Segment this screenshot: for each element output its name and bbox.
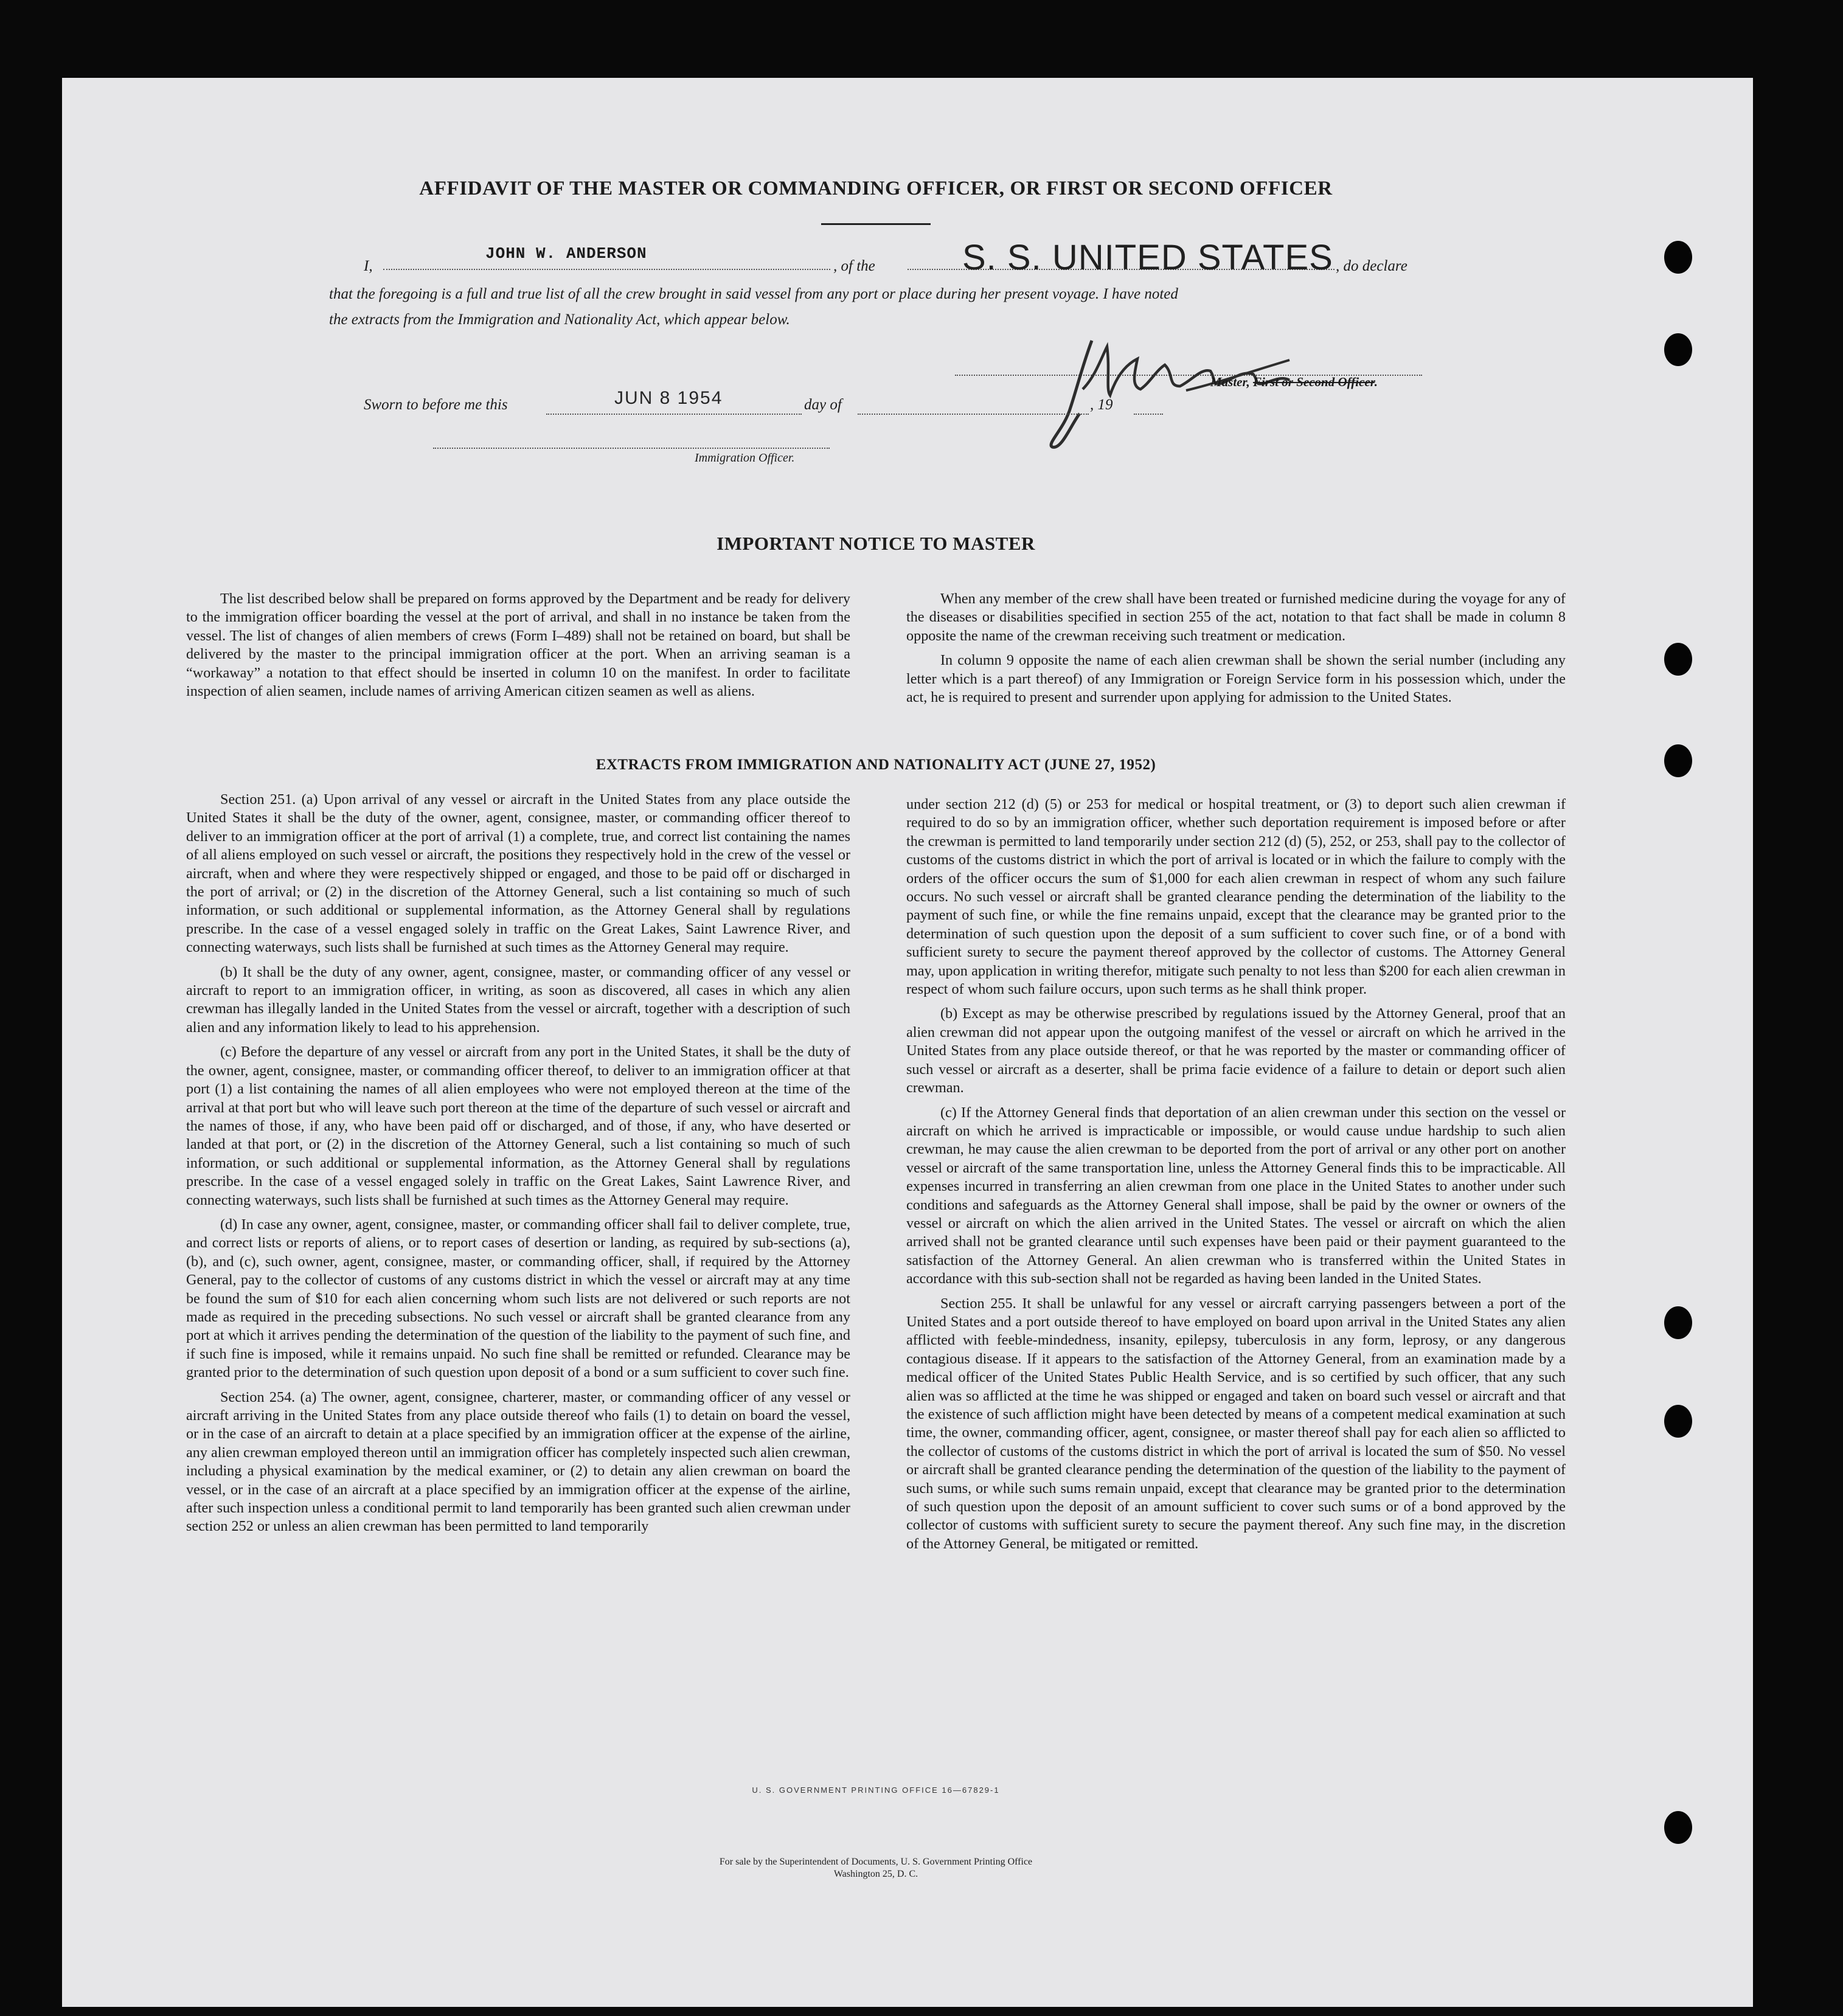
affidavit-title: AFFIDAVIT OF THE MASTER OR COMMANDING OFFICER, OR FIRST OR SECOND OFFICER [419,178,1333,199]
do-declare-label: , do declare [1336,258,1407,274]
of-the-label: , of the [833,258,875,274]
binder-hole [1664,1405,1692,1438]
month-field [858,400,1089,415]
binder-hole [1664,333,1692,366]
master-caption [1210,375,1378,390]
sworn-label: Sworn to before me this [364,397,508,413]
notice-right-paragraph-2: In column 9 opposite the name of each alien crewman shall be shown the serial number (including any letter which is a part thereof) of any Immigration or Foreign Service form in his possession which, under the act, he is required to present and surrender upon applying for admission to the United States. [906,652,1566,706]
gpo-imprint: U. S. GOVERNMENT PRINTING OFFICE 16—67829-1 [752,1786,1000,1795]
binder-hole [1664,1811,1692,1844]
officer-caption: Immigration Officer. [695,451,795,465]
master-caption-struck: First or Second Officer [1253,375,1375,389]
extracts-right-column [906,795,1566,1553]
notice-left-paragraph: The list described below shall be prepared on forms approved by the Department and be ready for delivery to the immigration officer boarding the vessel at the port of arrival, and shall in no instance be taken from the vessel. The list of changes of alien members of crews (Form I–489) shall not be retained on board, but shall be delivered by the master to the principal immigration officer at the port. When an arriving seaman is a “workaway” a notation to that effect should be inserted in column 10 on the manifest. In order to facilitate inspection of alien seamen, include names of arriving American citizen seamen as well as aliens. [186,591,850,700]
day-of-label: day of [804,397,842,413]
sworn-date: JUN 8 1954 [614,388,723,408]
master-caption-prefix: Master, [1210,375,1254,389]
title-divider [821,223,931,225]
declaration-line-2: the extracts from the Immigration and Nationality Act, which appear below. [329,311,790,328]
master-caption-suffix: . [1374,375,1378,389]
section-251-a: Section 251. (a) Upon arrival of any vessel or aircraft in the United States from any place outside the United States it shall be the duty of the owner, agent, consignee, master, or commanding officer thereof to deliver to an immigration officer at the port of arrival (1) a complete, true, and correct list containing the names of all aliens employed on such vessel or aircraft, the positions they respectively hold in the crew of the vessel or aircraft, when and where they were respectively shipped or engaged, and those to be paid off or discharged in the port of arrival; or (2) in the discretion of the Attorney General, such a list containing so much of such information, or such additional or supplemental information, as the Attorney General shall by regulations prescribe. In the case of a vessel engaged solely in traffic on the Great Lakes, Saint Lawrence River, and connecting waterways, such lists shall be furnished at such times as the Attorney General may require. [186,791,850,956]
master-name: JOHN W. ANDERSON [485,244,647,263]
notice-left-column [186,590,850,701]
section-254-c: (c) If the Attorney General finds that deportation of an alien crewman under this section on the vessel or aircraft on which he arrived is impracticable or impossible, or would cause undue hardship to such alien crewman, he may cause the alien crewman to be deported from the port of arrival or any other port on another vessel or aircraft of the same transportation line, unless the Attorney General finds this to be impracticable. All expenses incurred in transferring an alien crewman from one place in the United States to another under such conditions and safeguards as the Attorney General shall impose, shall be paid by the owner or owners of the vessel or aircraft on which the alien arrived in the United States. The vessel or aircraft on which the alien arrived shall not be granted clearance until such expenses have been paid or their payment guaranteed to the satisfaction of the Attorney General. An alien crewman who is transferred within the United States in accordance with this sub-section shall not be regarded as having been landed in the United States. [906,1104,1566,1287]
notice-heading: IMPORTANT NOTICE TO MASTER [717,533,1035,554]
vessel-name: S. S. UNITED STATES [962,238,1333,277]
prefix-i: I, [364,258,373,274]
sale-line-2: Washington 25, D. C. [833,1869,918,1879]
notice-right-paragraph-1: When any member of the crew shall have been treated or furnished medicine during the voyage for any of the diseases or disabilities specified in section 255 of the act, notation to that fact shall be made in column 8 opposite the name of the crewman receiving such treatment or medication. [906,591,1566,644]
extracts-heading: EXTRACTS FROM IMMIGRATION AND NATIONALITY ACT (JUNE 27, 1952) [595,757,1156,773]
section-254-a: Section 254. (a) The owner, agent, consignee, charterer, master, or commanding officer of any vessel or aircraft arriving in the United States from any place outside thereof who fails (1) to detain on board the vessel, or in the case of an aircraft to detain at a place specified by an immigration officer at the expense of the airline, any alien crewman employed thereon until an immigration officer has completely inspected such alien crewman, including a physical examination by the medical examiner, or (2) to detain any alien crewman on board the vessel, or in the case of an aircraft at a place specified by an immigration officer at the expense of the airline, after such inspection unless a conditional permit to land temporarily has been granted such alien crewman under section 252 or unless an alien crewman has been permitted to land temporarily [186,1388,850,1535]
binder-hole [1664,643,1692,676]
binder-hole [1664,1306,1692,1339]
vessel-name-field [908,238,1335,277]
section-254-b: (b) Except as may be otherwise prescribed by regulations issued by the Attorney General, proof that an alien crewman did not appear upon the outgoing manifest of the vessel or aircraft on which he arrived in the United States from any place outside thereof, or that he was reported by the master or commanding officer of such vessel or aircraft as a deserter, shall be prima facie evidence of a failure to detain or deport such alien crewman. [906,1005,1566,1096]
sworn-date-field [546,388,802,415]
binder-hole [1664,241,1692,274]
section-251-d: (d) In case any owner, agent, consignee, master, or commanding officer shall fail to deliver complete, true, and correct lists or reports of aliens, or to report cases of desertion or landing, as required by sub-sections (a), (b), and (c), such owner, agent, consignee, master, or commanding officer, shall, if required by the Attorney General, pay to the collector of customs of any customs district in which the vessel or aircraft may at any time be found the sum of $10 for each alien concerning whom such lists are not delivered or such reports are not made as required in the preceding subsections. No such vessel or aircraft shall be granted clearance from any port at which it arrives pending the determination of the question of the liability to the payment of such fine, and if such fine is imposed, while it remains unpaid. No such fine shall be remitted or refunded. Clearance may be granted prior to the determination of such question upon deposit of a bond or a sum sufficient to cover such fine. [186,1216,850,1381]
section-255: Section 255. It shall be unlawful for any vessel or aircraft carrying passengers between a port of the United States and a port outside thereof to have employed on board upon arrival in the United States any alien afflicted with feeble-mindedness, insanity, epilepsy, tuberculosis in any form, leprosy, or any dangerous contagious disease. If it appears to the satisfaction of the Attorney General, from an examination made by a medical officer of the United States Public Health Service, and is so certified by such officer, that any such alien was so afflicted at the time he was shipped or engaged and taken on board such vessel or aircraft and that the existence of such affliction might have been detected by means of a competent medical examination at such time, the owner, commanding officer, agent, consignee, or master thereof shall pay for each alien so afflicted to the collector of customs of the customs district in which the port of arrival is located the sum of $50. No vessel or aircraft shall be granted clearance pending the determination of the question of the liability to the payment of such sums, or while such sums remain unpaid, except that clearance may be granted prior to the determination of such question upon the deposit of an amount sufficient to cover such sums or of a bond approved by the collector of customs with sufficient surety to secure the payment thereof. Any such fine may, in the discretion of the Attorney General, be mitigated or remitted. [906,1295,1566,1552]
section-254-a-continued: under section 212 (d) (5) or 253 for medical or hospital treatment, or (3) to deport such alien crewman if required to do so by an immigration officer, whether such deportation requirement is imposed before or after the crewman is permitted to land temporarily under section 212 (d) (5), 252, or 253, shall pay to the collector of customs of the customs district in which the port of arrival is located or in which the failure to comply with the orders of the officer occurs the sum of $1,000 for each alien crewman in respect of whom any such failure occurs. No such vessel or aircraft shall be granted clearance pending the determination of the liability to the payment of such fine, or while the fine remains unpaid, except that the clearance may be granted prior to the determination of such question upon the deposit of a sum sufficient to cover such fine, or of a bond with sufficient surety to secure the payment thereof approved by the collector of customs. The Attorney General may, upon application in writing therefor, mitigate such penalty to not less than $200 for each alien crewman in respect of whom such failure occurs, upon such terms as he shall think proper. [906,796,1566,998]
extracts-left-column [186,791,850,1536]
officer-signature-line [433,439,830,449]
sale-line-1: For sale by the Superintendent of Documents, U. S. Government Printing Office [719,1857,1033,1867]
year-field [1134,400,1163,415]
section-251-c: (c) Before the departure of any vessel or aircraft from any port in the United States, it shall be the duty of the owner, agent, consignee, master, or commanding officer thereof, to deliver to an immigration officer at that port (1) a list containing the names of all alien employees who were not employed thereon at the time of the arrival at that port but who will leave such port thereon at the time of the departure of such vessel or aircraft and the names of those, if any, who have been paid off or discharged, and of those, if any, who have deserted or landed at that port, or (2) in the discretion of the Attorney General, such a list containing so much of such information, or such additional or supplemental information, as the Attorney General shall by regulations prescribe. In the case of a vessel engaged solely in traffic on the Great Lakes, Saint Lawrence River, and connecting waterways, such lists shall be furnished at such times as the Attorney General may require. [186,1044,850,1208]
year-label: , 19 [1090,397,1113,413]
notice-right-column [906,590,1566,707]
declaration-line-1: that the foregoing is a full and true list of all the crew brought in said vessel from any port or place during her present voyage. I have noted [329,286,1178,302]
section-251-b: (b) It shall be the duty of any owner, agent, consignee, master, or commanding officer of any vessel or aircraft to report to an immigration officer, in writing, as soon as discovered, all cases in which any alien crewman has illegally landed in the United States from the vessel or aircraft, together with a description of such alien and any information likely to lead to his apprehension. [186,963,850,1036]
master-name-field [383,244,830,270]
